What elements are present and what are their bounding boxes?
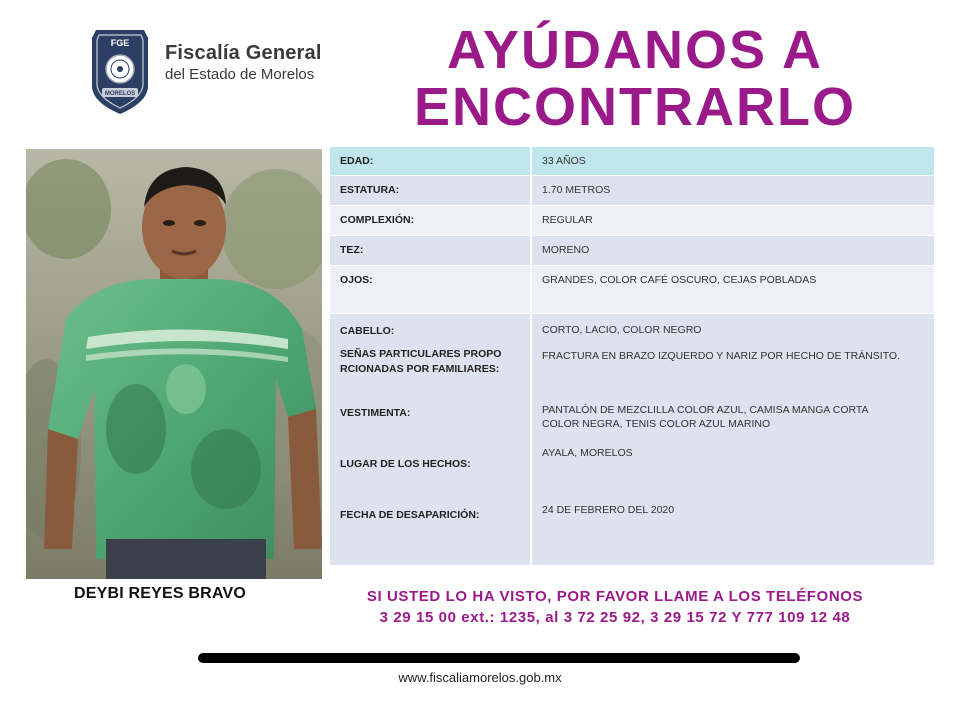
label-vestimenta: VESTIMENTA: — [340, 407, 411, 419]
label-senas-line-1: SEÑAS PARTICULARES PROPO — [340, 348, 502, 360]
value-tez: MORENO — [530, 236, 934, 265]
label-edad: EDAD: — [340, 155, 374, 167]
logo-ribbon-text: MORELOS — [104, 91, 136, 97]
headline-line-1: AYÚDANOS A — [446, 20, 824, 80]
fge-shield-logo — [88, 24, 152, 118]
details-labels-column — [330, 314, 530, 565]
table-row — [330, 147, 934, 176]
fge-shield-badge-icon — [88, 24, 152, 118]
label-cabello: CABELLO: — [340, 325, 395, 337]
value-complexion: REGULAR — [530, 206, 934, 235]
details-values-column — [530, 314, 934, 565]
label-complexion: COMPLEXIÓN: — [340, 214, 415, 226]
table-row — [330, 266, 934, 314]
cta-phone-numbers: 3 29 15 00 ext.: 1235, al 3 72 25 92, 3 29 15 72 Y 777 109 12 48 — [379, 609, 851, 626]
person-details-table — [330, 147, 934, 566]
call-to-action — [330, 586, 900, 628]
value-vestimenta-line-1: PANTALÓN DE MEZCLILLA COLOR AZUL, CAMISA MANGA CORTA — [542, 404, 869, 416]
cta-line-1: SI USTED LO HA VISTO, POR FAVOR LLAME A LOS TELÉFONOS — [366, 588, 864, 605]
label-lugar: LUGAR DE LOS HECHOS: — [340, 458, 471, 470]
label-tez: TEZ: — [340, 244, 364, 256]
divider-bar — [198, 653, 800, 663]
label-ojos: OJOS: — [340, 274, 373, 286]
value-senas: FRACTURA EN BRAZO IZQUERDO Y NARIZ POR HECHO DE TRÁNSITO. — [542, 350, 901, 362]
table-row — [330, 236, 934, 266]
logo-badge-text: FGE — [110, 38, 130, 48]
table-row — [330, 176, 934, 206]
value-estatura: 1.70 METROS — [530, 176, 934, 205]
headline — [400, 22, 870, 136]
value-cabello: CORTO, LACIO, COLOR NEGRO — [542, 324, 702, 336]
table-row — [330, 206, 934, 236]
org-name: Fiscalía General — [165, 42, 322, 64]
value-vestimenta-line-2: COLOR NEGRA, TENIS COLOR AZUL MARINO — [542, 418, 771, 430]
table-row-details — [330, 314, 934, 566]
value-fecha: 24 DE FEBRERO DEL 2020 — [542, 504, 675, 516]
value-edad: 33 AÑOS — [530, 147, 934, 175]
label-fecha: FECHA DE DESAPARICIÓN: — [340, 509, 480, 521]
missing-person-photo — [26, 149, 322, 579]
headline-line-2: ENCONTRARLO — [414, 77, 856, 137]
value-ojos: GRANDES, COLOR CAFÉ OSCURO, CEJAS POBLADAS — [530, 266, 934, 313]
person-photo-illustration — [26, 149, 322, 579]
website-link[interactable]: www.fiscaliamorelos.gob.mx — [398, 670, 562, 685]
person-name: DEYBI REYES BRAVO — [74, 585, 247, 602]
organization-name-block — [165, 42, 322, 85]
label-senas-line-2: RCIONADAS POR FAMILIARES: — [340, 363, 500, 375]
label-estatura: ESTATURA: — [340, 184, 400, 196]
org-subtitle: del Estado de Morelos — [165, 66, 315, 83]
value-lugar: AYALA, MORELOS — [542, 447, 633, 459]
